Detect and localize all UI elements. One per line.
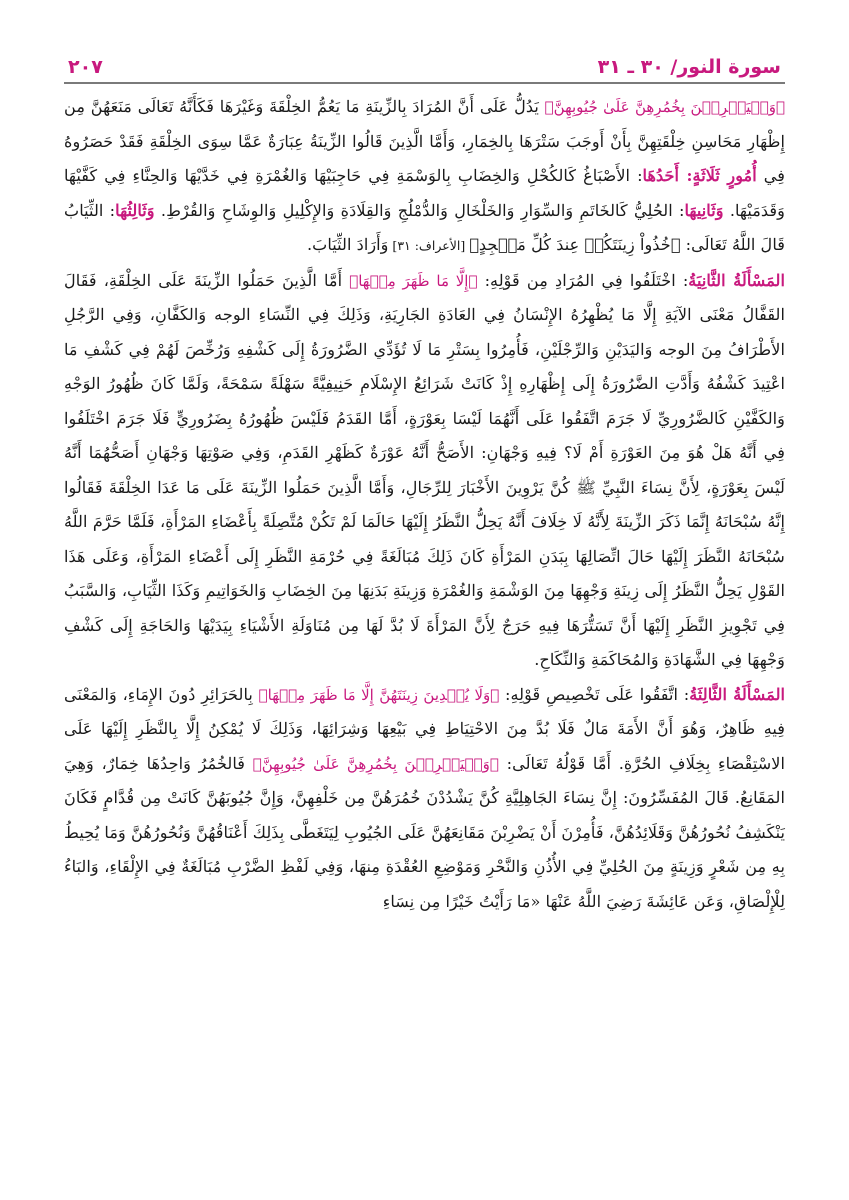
highlight-term: وَثَالِثُهَا (115, 200, 155, 220)
quran-verse: ﴿وَلۡيَضۡرِبۡنَ بِخُمُرِهِنَّ عَلَىٰ جُيُوبِهِنَّ﴾ (544, 98, 785, 116)
quran-verse: ﴿وَلۡيَضۡرِبۡنَ بِخُمُرِهِنَّ عَلَىٰ جُيُوبِهِنَّ﴾ (252, 754, 499, 773)
paragraph-1 (64, 90, 785, 264)
section-heading: المَسْأَلَةُ الثَّالِثَةُ (689, 684, 785, 704)
quran-verse: ﴿وَلَا يُبۡدِينَ زِينَتَهُنَّ إِلَّا مَا ظَهَرَ مِنۡهَا﴾ (258, 685, 500, 704)
highlight-term: أُمُورٍ ثَلَاثَةٍ: أَحَدُهَا (642, 166, 757, 185)
text-span: وَأَرَادَ الثِّيَابَ. (306, 235, 389, 254)
page-body (64, 90, 785, 919)
text-span: : الحُلِيُّ كَالخَاتَمِ وَالسِّوَارِ وَالخَلْخَالِ وَالدُّمْلُجِ وَالقِلَادَةِ وَالإِكْلِيلِ وَالوِشَاحِ وَالقُرْطِ. (154, 200, 685, 220)
quran-verse: ﴿خُذُواْ زِينَتَكُمۡ عِندَ كُلِّ مَسۡجِدٍ﴾ (469, 235, 681, 254)
page-header (64, 50, 785, 84)
text-span: : الثِّيَابُ قَالَ اللَّهُ تَعَالَى: (64, 200, 785, 254)
text-span: بِالحَرَائِرِ دُونَ الإِمَاءِ، وَالمَعْنَى فِيهِ ظَاهِرٌ، وَهُوَ أَنَّ الأَمَةَ مَالٌ فَلَا بُدَّ مِنَ الاحْتِيَاطِ فِي بَيْعِهَا وَشِرَائِهَا، وَذَلِكَ لَا يُمْكِنُ إِلَّا بِالنَّظَرِ إِلَيْهَا عَلَى الاسْتِقْصَاءِ بِخِلَافِ الحُرَّةِ. أَمَّا قَوْلُهُ تَعَالَى: (64, 684, 786, 773)
text-span: : اتَّفَقُوا عَلَى تَخْصِيصِ قَوْلِهِ: (499, 684, 690, 704)
text-span: أَمَّا الَّذِينَ حَمَلُوا الزِّينَةَ عَلَى الخِلْقَةِ، فَقَالَ القَفَّالُ مَعْنَى الآيَةِ إِلَّا مَا يُظْهِرُهُ الإِنْسَانُ فِي العَادَةِ الجَارِيَةِ، وَذَلِكَ فِي النِّسَاءِ الوجه وَالكَفَّانِ، وَفِي الرَّجُلِ الأَطْرَافُ مِنَ الوجه وَاليَدَيْنِ وَالرِّجْلَيْنِ، فَأُمِرُوا بِسَتْرِ مَا لَا تُؤَدِّي الضَّرُورَةُ إِلَى كَشْفِهِ وَرُخِّصَ لَهُمْ فِي كَشْفِ مَا اعْتِيدَ كَشْفُهُ وَأَدَّتِ الضَّرُورَةُ إِلَى إِظْهَارِهِ إِذْ كَانَتْ شَرَائِعُ الإِسْلَامِ حَنِيفِيَّةً سَهْلَةً سَمْحَةً، وَلَمَّا كَانَ ظُهُورُ الوَجْهِ وَالكَفَّيْنِ كَالضَّرُورِيِّ لَا جَرَمَ اتَّفَقُوا عَلَى أَنَّهُمَا لَيْسَا بِعَوْرَةٍ، أَمَّا القَدَمُ فَلَيْسَ ظُهُورُهُ بِضَرُورِيٍّ فَلَا جَرَمَ اخْتَلَفُوا فِي أَنَّهُ هَلْ هُوَ مِنَ العَوْرَةِ أَمْ لَا؟ فِيهِ وَجْهَانِ: الأَصَحُّ أَنَّهُ عَوْرَةٌ كَظَهْرِ القَدَمِ، وَفِي صَوْتِهَا وَجْهَانِ أَصَحُّهُمَا أَنَّهُ لَيْسَ بِعَوْرَةٍ، لِأَنَّ نِسَاءَ النَّبِيِّ ﷺ كُنَّ يَرْوِينَ الأَخْبَارَ لِلرِّجَالِ، وَأَمَّا الَّذِينَ حَمَلُوا الزِّينَةَ عَلَى مَا عَدَا الخِلْقَةَ فَقَالُوا إِنَّهُ سُبْحَانَهُ إِنَّمَا ذَكَرَ الزِّينَةَ لِأَنَّهُ لَا خِلَافَ أَنَّهُ يَحِلُّ النَّظَرُ إِلَيْهَا حَالَمَا لَمْ تَكُنْ مُتَّصِلَةً بِأَعْضَاءِ المَرْأَةِ، فَلَمَّا حَرَّمَ اللَّهُ سُبْحَانَهُ النَّظَرَ إِلَيْهَا حَالَ اتِّصَالِهَا بِبَدَنِ المَرْأَةِ كَانَ ذَلِكَ مُبَالَغَةً فِي حُرْمَةِ النَّظَرِ إِلَى أَعْضَاءِ المَرْأَةِ، وَعَلَى هَذَا القَوْلِ يَحِلُّ النَّظَرُ إِلَى زِينَةِ وَجْهِهَا مِنَ الوَشْمَةِ وَالغُمْرَةِ وَزِينَةِ بَدَنِهَا مِنَ الخِضَابِ وَالخَوَاتِيمِ وَكَذَا الثِّيَابِ، وَالسَّبَبُ فِي تَجْوِيزِ النَّظَرِ إِلَيْهَا أَنَّ تَسَتُّرَهَا فِيهِ حَرَجٌ لِأَنَّ المَرْأَةَ لَا بُدَّ لَهَا مِن مُنَاوَلَةِ الأَشْيَاءِ بِيَدَيْهَا وَالحَاجَةِ إِلَى كَشْفِ وَجْهِهَا فِي الشَّهَادَةِ وَالمُحَاكَمَةِ وَالنِّكَاحِ. (64, 270, 785, 669)
surah-title: سورة النور/ ٣٠ ـ ٣١ (597, 56, 781, 78)
paragraph-2 (64, 264, 785, 678)
text-span: : اخْتَلَفُوا فِي المُرَادِ مِن قَوْلِهِ: (477, 270, 689, 290)
quran-verse: ﴿إِلَّا مَا ظَهَرَ مِنۡهَا﴾ (349, 271, 478, 290)
paragraph-3 (64, 678, 785, 920)
text-span: فَالخُمُرُ وَاحِدُهَا خِمَارٌ، وَهِيَ المَقَانِعُ. قَالَ المُفَسِّرُونَ: إِنَّ نِسَاءَ الجَاهِلِيَّةِ كُنَّ يَشْدُدْنَ خُمُرَهُنَّ مِن خَلْفِهِنَّ، وَإِنَّ جُيُوبَهُنَّ كَانَتْ مِن قُدَّامٍ فَكَانَ يَنْكَشِفُ نُحُورُهُنَّ وَقَلَائِدُهُنَّ، فَأُمِرْنَ أَنْ يَضْرِبْنَ مَقَانِعَهُنَّ عَلَى الجُيُوبِ لِيَتَغَطَّى بِذَلِكَ أَعْنَاقُهُنَّ وَنُحُورُهُنَّ وَمَا يُحِيطُ بِهِ مِن شَعْرٍ وَزِينَةٍ مِنَ الحُلِيِّ فِي الأُذُنِ وَالنَّحْرِ وَمَوْضِعِ العُقْدَةِ مِنهَا، وَفِي لَفْظِ الضَّرْبِ مُبَالَغَةٌ فِي الإِلْقَاءِ، وَالبَاءُ لِلْإِلْصَاقِ، وَعَن عَائِشَةَ رَضِيَ اللَّهُ عَنْهَا «مَا رَأَيْتُ خَيْرًا مِن نِسَاءِ (64, 753, 785, 911)
book-page (64, 50, 785, 1180)
highlight-term: وَثَانِيهَا (684, 200, 724, 220)
page-number: ٢٠٧ (68, 56, 103, 78)
text-span: يَدُلُّ عَلَى أَنَّ المُرَادَ بِالزِّينَةِ مَا يَعُمُّ الخِلْقَةَ وَغَيْرَهَا فَكَأَنَّهُ تَعَالَى مَنَعَهُنَّ مِن إِظْهَارِ مَحَاسِنِ خِلْقَتِهِنَّ بِأَنْ أَوجَبَ سَتْرَهَا بِالخِمَارِ، وَأَمَّا الَّذِينَ قَالُوا الزِّينَةُ عِبَارَةٌ عَمَّا سِوَى الخِلْقَةِ فَقَدْ حَصَرُوهُ فِي (64, 97, 785, 185)
verse-reference: [الأعراف: ٣١] (388, 238, 470, 253)
section-heading: المَسْأَلَةُ الثَّانِيَةُ (688, 270, 785, 290)
text-span: : الأَصْبَاغُ كَالكُحْلِ وَالخِضَابِ بِالوَسْمَةِ فِي حَاجِبَيْهَا وَالغُمْرَةِ فِي خَدَّيْهَا وَالحِنَّاءِ فِي كَفَّيْهَا وَقَدَمَيْهَا. (64, 166, 785, 220)
